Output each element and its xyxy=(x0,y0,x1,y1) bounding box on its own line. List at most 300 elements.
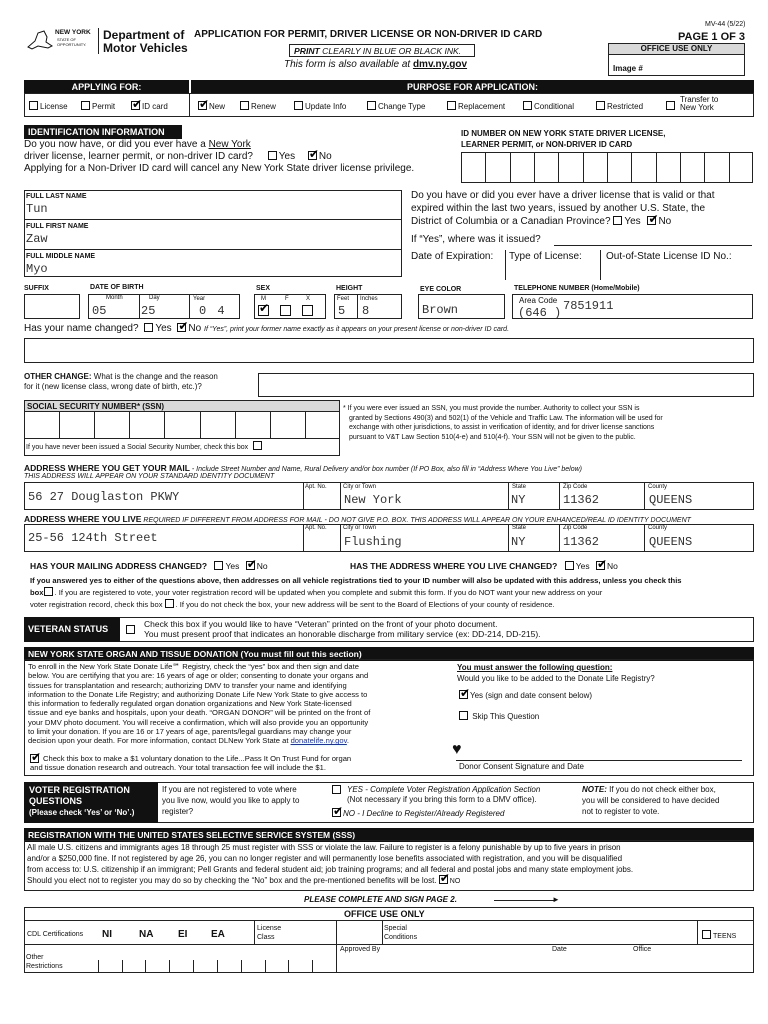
organ-p1: To enroll in the New York State Donate Life℠ Registry, check the “yes” box and then sign and date xyxy=(28,662,359,671)
year-label: Year xyxy=(193,296,206,302)
applying-divider xyxy=(189,93,190,117)
live-address-heading xyxy=(24,514,691,524)
mail-address-note: - Include Street Number and Name, Rural Delivery and/or box number (If PO Box, also fill in “Address Where You Live” below) xyxy=(189,466,582,473)
spec-2: Conditions xyxy=(384,934,418,941)
purpose-conditional[interactable] xyxy=(523,101,574,111)
live-address-label: ADDRESS WHERE YOU LIVE xyxy=(24,514,142,524)
donate-registry-question: Would you like to be added to the Donate Life Registry? xyxy=(457,674,655,683)
purpose-renew[interactable] xyxy=(240,101,276,111)
restricted-label: Restricted xyxy=(607,102,644,111)
live-changed-yes-checkbox[interactable] xyxy=(565,561,574,570)
live-city-label: City or Town xyxy=(343,525,376,531)
office-col-2 xyxy=(336,920,337,973)
purpose-change-type[interactable] xyxy=(367,101,425,111)
donate-skip-label: Skip This Question xyxy=(472,712,540,721)
mail-county-input[interactable]: QUEENS xyxy=(649,493,693,507)
name-changed-yes-label: Yes xyxy=(155,323,172,334)
code-ni: NI xyxy=(102,929,112,940)
spec-1: Special xyxy=(384,925,407,932)
organ-p6: tissue and eye banks and hospitals, upon your death. “ORGAN DONOR” will be printed on the front of xyxy=(28,708,371,718)
mail-changed-no-checkbox[interactable] xyxy=(246,561,255,570)
cell-divider xyxy=(270,411,271,439)
other-change-text-2: for it (new license class, wrong date of birth, etc.)? xyxy=(24,382,202,391)
date-label: Date xyxy=(552,946,567,953)
office-col-3 xyxy=(382,920,383,944)
mail-state-input[interactable]: NY xyxy=(511,493,526,507)
cell-divider xyxy=(656,152,657,183)
voter-label-3: (Please check ‘Yes’ or ‘No’.) xyxy=(29,808,135,817)
eye-color-input[interactable]: Brown xyxy=(422,303,459,317)
office-label: Office xyxy=(633,946,652,953)
height-divider xyxy=(357,294,358,319)
organ-p4: information to the Donate Life Registry; and authorizing Donate Life New York State to give access to xyxy=(28,689,368,699)
office-use-heading: OFFICE USE ONLY xyxy=(609,44,744,55)
license-class-label xyxy=(257,924,281,942)
code-ea: EA xyxy=(211,929,225,940)
mail-city-input[interactable]: New York xyxy=(344,493,402,507)
other-state-yes-checkbox[interactable] xyxy=(613,216,622,225)
sss-no-label: NO xyxy=(449,878,461,885)
sss-heading: REGISTRATION WITH THE UNITED STATES SELECTIVE SERVICE SYSTEM (SSS) xyxy=(24,828,754,842)
live-div-5 xyxy=(644,524,645,552)
voter-q-3: register? xyxy=(162,807,194,816)
cell-divider xyxy=(631,152,632,183)
voter-note-2: you will be considered to have decided xyxy=(582,796,720,805)
sss-line-3: from access to: U.S. citizenship if an immigrant; Pell Grants and federal student aid; job training programs; and all federal and postal jobs and many state employment jobs. xyxy=(27,865,634,874)
update-info-checkbox[interactable] xyxy=(294,101,303,110)
sex-x-checkbox[interactable] xyxy=(302,305,313,316)
ssn-note-line-2: granted by Sections 490(3) and 502(1) of the Vehicle and Traffic Law. The information will be used for xyxy=(349,414,663,422)
mail-city-label: City or Town xyxy=(343,484,376,490)
organ-p2: below. You are certifying that you are: 16 years of age or older; consenting to donate your organs and xyxy=(28,671,369,681)
ny-license-yes-checkbox[interactable] xyxy=(268,151,277,160)
cell-divider xyxy=(510,152,511,183)
mail-street-input[interactable]: 56 27 Douglaston PKWY xyxy=(28,490,180,504)
lic-2: Class xyxy=(257,934,275,941)
office-use-footer-heading: OFFICE USE ONLY xyxy=(344,909,425,919)
donate-yes-checkbox[interactable] xyxy=(459,690,468,699)
where-issued-line[interactable] xyxy=(554,245,752,246)
sss-no-checkbox[interactable] xyxy=(439,875,448,884)
cell-divider xyxy=(94,411,95,439)
mail-div-2 xyxy=(340,482,341,510)
cell-divider xyxy=(241,960,242,973)
ssn-never-label: If you have never been issued a Social Security Number, check this box xyxy=(26,444,249,451)
approved-by-label: Approved By xyxy=(340,946,381,953)
organ-donation-heading: NEW YORK STATE ORGAN AND TISSUE DONATION (You must fill out this section) xyxy=(24,647,754,661)
expiration-label: Date of Expiration: xyxy=(411,251,494,262)
ssn-label: SOCIAL SECURITY NUMBER* (SSN) xyxy=(27,402,165,411)
transfer-label xyxy=(680,96,718,112)
logo-opportunity: OPPORTUNITY. xyxy=(57,42,87,47)
veteran-text-2: You must present proof that indicates an honorable discharge from military service (ex: DD-214, DD-215). xyxy=(144,629,541,639)
mail-changed-yes-checkbox[interactable] xyxy=(214,561,223,570)
height-inches-input[interactable]: 8 xyxy=(362,304,370,318)
area-code-label: Area Code xyxy=(519,296,558,305)
purpose-update-info[interactable] xyxy=(294,101,346,111)
change-type-checkbox[interactable] xyxy=(367,101,376,110)
page-indicator: PAGE 1 OF 3 xyxy=(678,31,746,43)
office-col-4 xyxy=(697,920,698,944)
phone-label: TELEPHONE NUMBER (Home/Mobile) xyxy=(514,285,640,292)
cell-divider xyxy=(164,411,165,439)
sex-m-checkbox[interactable] xyxy=(258,305,269,316)
mail-county-label: County xyxy=(648,484,668,490)
mail-state-label: State xyxy=(512,484,527,490)
ssn-note-line-4: pursuant to V&T Law Section 510(4-e) and 510(4-f). Your SSN will not be given to the public. xyxy=(349,433,636,441)
organ-donation-text xyxy=(28,662,450,746)
id-label-line-2: LEARNER PERMIT, or NON-DRIVER ID CARD xyxy=(461,140,633,149)
code-ei: EI xyxy=(178,929,188,940)
first-name-input[interactable]: Zaw xyxy=(26,232,48,246)
oos-id-label: Out-of-State License ID No.: xyxy=(606,251,732,262)
live-county-input[interactable]: QUEENS xyxy=(649,535,693,549)
non-driver-warning: Applying for a Non-Driver ID card will cancel any New York State driver license privilege. xyxy=(24,163,415,174)
other-change-text-1: What is the change and the reason xyxy=(91,372,218,381)
voter-no-checkbox[interactable] xyxy=(332,808,341,817)
voter-no-label: NO - I Decline to Register/Already Registered xyxy=(343,809,505,818)
veteran-text xyxy=(144,619,541,639)
id-number-label xyxy=(461,128,665,150)
id-card-checkbox[interactable] xyxy=(131,101,140,110)
organ-p3: tissues for transplantation and research; authorizing DMV to transfer your name and identifying xyxy=(28,680,347,690)
cell-divider xyxy=(98,960,99,973)
other-state-line-3: District of Columbia or a Canadian Province? xyxy=(411,216,611,227)
yes-label: Yes xyxy=(278,151,296,162)
phone-number-input[interactable]: 7851911 xyxy=(563,299,614,313)
live-div-3 xyxy=(508,524,509,552)
live-zip-input[interactable]: 11362 xyxy=(563,535,600,549)
sex-f-checkbox[interactable] xyxy=(280,305,291,316)
middle-name-input[interactable]: Myo xyxy=(26,262,48,276)
print-rest: CLEARLY IN BLUE OR BLACK INK. xyxy=(322,46,462,56)
mail-changed-question: HAS YOUR MAILING ADDRESS CHANGED? xyxy=(30,561,208,571)
transfer-line-1: Transfer to xyxy=(680,95,719,104)
live-changed-no-label: No xyxy=(606,561,618,571)
identification-question xyxy=(24,139,414,175)
image-number-label: Image # xyxy=(613,64,643,73)
voter-question xyxy=(162,784,299,817)
voter-heading xyxy=(24,782,158,823)
other-2: Restrictions xyxy=(26,963,63,970)
inches-label: Inches xyxy=(360,296,378,302)
live-zip-label: Zip Code xyxy=(563,525,588,531)
nys-logo xyxy=(26,27,98,53)
ssn-note xyxy=(343,404,663,442)
id-label-line-1: ID NUMBER ON NEW YORK STATE DRIVER LICENSE, xyxy=(461,129,666,138)
name-changed-yes-checkbox[interactable] xyxy=(144,323,153,332)
teens-checkbox[interactable] xyxy=(702,930,711,939)
mail-div-3 xyxy=(508,482,509,510)
addr-change-box-word: box xyxy=(30,588,44,597)
voter-label-2: QUESTIONS xyxy=(29,796,83,806)
name-divider-2 xyxy=(24,249,402,250)
trust-fund-text xyxy=(30,754,352,773)
month-label: Month xyxy=(106,295,123,301)
state-map-icon xyxy=(26,29,54,51)
other-state-yes-label: Yes xyxy=(624,216,641,227)
cell-divider xyxy=(265,960,266,973)
veteran-heading: VETERAN STATUS xyxy=(24,617,120,642)
live-changed-yes-label: Yes xyxy=(575,561,590,571)
must-answer-label: You must answer the following question: xyxy=(457,663,613,672)
sign-page-2-text: PLEASE COMPLETE AND SIGN PAGE 2. xyxy=(304,895,457,904)
question-new-york: New York xyxy=(208,139,251,150)
dob-month-input[interactable]: 05 xyxy=(92,304,107,318)
organ-p5: this information to federally regulated organ donation organizations and New York State-licensed xyxy=(28,699,352,709)
live-street-input[interactable]: 25-56 124th Street xyxy=(28,531,158,545)
availability-label: This form is also available at xyxy=(284,59,411,70)
office-col-1 xyxy=(254,920,255,944)
eye-color-label: EYE COLOR xyxy=(420,286,462,293)
voter-no-option[interactable] xyxy=(332,808,504,818)
purpose-new[interactable] xyxy=(198,101,225,111)
former-name-input[interactable] xyxy=(24,338,754,363)
change-type-label: Change Type xyxy=(378,102,426,111)
live-city-input[interactable]: Flushing xyxy=(344,535,402,549)
ssn-note-line-1: * If you were ever issued an SSN, you must provide the number. Authority to collect your SSN is xyxy=(343,405,640,412)
mail-changed-no-label: No xyxy=(256,561,268,571)
dob-label: DATE OF BIRTH xyxy=(90,284,144,291)
cell-divider xyxy=(305,411,306,439)
applying-id-card[interactable] xyxy=(131,101,168,111)
live-state-label: State xyxy=(512,525,527,531)
other-state-line-1: Do you have or did you ever have a driver license that is valid or that xyxy=(411,190,715,201)
veteran-checkbox[interactable] xyxy=(126,625,135,634)
voter-record-opt-out-checkbox[interactable] xyxy=(165,599,174,608)
cell-divider xyxy=(193,960,194,973)
question-part-1: Do you now have, or did you ever have a xyxy=(24,139,209,150)
ssn-note-line-3: exchange with other jurisdictions, to assist in verification of identity, and for driver license sanctions xyxy=(349,424,655,431)
voter-note-1: If you do not check either box, xyxy=(606,785,716,794)
availability-text xyxy=(284,59,467,70)
name-changed-no-checkbox[interactable] xyxy=(177,323,186,332)
purpose-transfer[interactable] xyxy=(666,101,677,111)
cell-divider xyxy=(607,152,608,183)
suffix-input[interactable] xyxy=(24,294,80,319)
sex-label: SEX xyxy=(256,285,271,292)
live-address-note: REQUIRED IF DIFFERENT FROM ADDRESS FOR MAIL - DO NOT GIVE P.O. BOX. THIS ADDRESS WILL APPEAR ON YOUR ENHANCED/REAL ID IDENTITY DOCUMENT xyxy=(141,517,691,524)
voter-yes-checkbox[interactable] xyxy=(332,785,341,794)
cell-divider xyxy=(558,152,559,183)
mail-address-heading xyxy=(24,463,582,473)
type-divider xyxy=(600,250,601,280)
applying-permit[interactable] xyxy=(81,101,115,111)
sex-f-label: F xyxy=(285,296,289,302)
mail-zip-input[interactable]: 11362 xyxy=(563,493,600,507)
voter-label-1: VOTER REGISTRATION xyxy=(29,785,130,795)
donate-yes-option[interactable] xyxy=(459,690,592,700)
dept-line-2: Motor Vehicles xyxy=(103,41,188,55)
transfer-line-2: New York xyxy=(680,103,714,112)
purpose-restricted[interactable] xyxy=(596,101,643,111)
purpose-heading: PURPOSE FOR APPLICATION: xyxy=(191,80,754,94)
print-instruction xyxy=(289,44,475,57)
question-part-2: driver license, learner permit, or non-driver ID card? xyxy=(24,151,253,162)
dob-divider-1 xyxy=(139,294,140,319)
other-state-question xyxy=(411,189,715,228)
logo-state-of: STATE OF xyxy=(57,37,76,42)
no-label: No xyxy=(318,151,332,162)
voter-q-2: you live now, would you like to apply to xyxy=(162,796,300,805)
cell-divider xyxy=(729,152,730,183)
new-label: New xyxy=(209,102,226,111)
cell-divider xyxy=(59,411,60,439)
form-title: APPLICATION FOR PERMIT, DRIVER LICENSE OR NON-DRIVER ID CARD xyxy=(194,29,543,40)
cell-divider xyxy=(534,152,535,183)
ssn-input[interactable] xyxy=(24,411,340,439)
cell-divider xyxy=(169,960,170,973)
live-changed-row xyxy=(350,561,618,571)
area-code-input[interactable]: (646 ) xyxy=(518,306,562,320)
new-checkbox[interactable] xyxy=(198,101,207,110)
lic-1: License xyxy=(257,925,282,932)
donatelife-link[interactable]: donatelife.ny.gov xyxy=(290,736,347,746)
cell-divider xyxy=(217,960,218,973)
mail-div-4 xyxy=(559,482,560,510)
transfer-checkbox[interactable] xyxy=(666,101,675,110)
cell-divider xyxy=(122,960,123,973)
dept-line-1: Department of xyxy=(103,28,185,42)
conditional-checkbox[interactable] xyxy=(523,101,532,110)
address-change-paragraph xyxy=(30,575,752,611)
name-divider-1 xyxy=(24,219,402,220)
identification-heading: IDENTIFICATION INFORMATION xyxy=(24,125,182,139)
cell-divider xyxy=(288,960,289,973)
other-change-input[interactable] xyxy=(258,373,754,397)
replacement-label: Replacement xyxy=(458,102,506,111)
restricted-checkbox[interactable] xyxy=(596,101,605,110)
other-1: Other xyxy=(26,954,44,961)
cell-divider xyxy=(312,960,313,973)
voter-yes-text xyxy=(347,785,540,805)
voter-yes-line-2: (Not necessary if you bring this form to a DMV office). xyxy=(347,795,537,804)
day-label: Day xyxy=(149,295,160,301)
applying-license[interactable] xyxy=(29,101,68,111)
renew-label: Renew xyxy=(251,102,276,111)
trust-fund-line-2: and tissue donation research and outreach. Your total transaction fee will include the $1. xyxy=(30,763,326,773)
live-changed-no-checkbox[interactable] xyxy=(596,561,605,570)
sss-line-2: and/or a $250,000 fine. If not registered by age 26, you can no longer register and will permanently lose benefits associated with registration, and you will be disqualified xyxy=(27,854,623,863)
trust-fund-line-1: Check this box to make a $1 voluntary donation to the Life...Pass It On Trust Fund for organ xyxy=(43,754,352,763)
arrow-line xyxy=(494,900,554,901)
dob-day-input[interactable]: 25 xyxy=(141,304,156,318)
permit-checkbox[interactable] xyxy=(81,101,90,110)
live-apt-label: Apt. No. xyxy=(305,525,327,531)
live-county-label: County xyxy=(648,525,668,531)
permit-label: Permit xyxy=(92,102,116,111)
donate-yes-label: Yes (sign and date consent below) xyxy=(470,691,593,700)
other-restrictions-label xyxy=(26,953,63,971)
cell-divider xyxy=(485,152,486,183)
teens-option[interactable] xyxy=(702,930,736,940)
addr-change-line-3b: . If you do not check the box, your new address will be sent to the Board of Elections of your county of residence. xyxy=(175,600,555,609)
print-word: PRINT xyxy=(294,46,320,56)
heart-icon: ♥ xyxy=(452,741,462,758)
office-use-box xyxy=(608,43,745,76)
voter-note-3: not to register to vote. xyxy=(582,807,660,816)
other-state-line-2: expired within the last two years, issued by another U.S. State, the xyxy=(411,203,706,214)
organ-p9-end: . xyxy=(346,736,349,746)
expiration-divider xyxy=(505,250,506,280)
donate-skip-checkbox[interactable] xyxy=(459,711,468,720)
other-state-no-label: No xyxy=(658,216,672,227)
cell-divider xyxy=(129,411,130,439)
signature-line[interactable] xyxy=(456,760,742,761)
teens-label: TEENS xyxy=(713,933,737,940)
office-row-2 xyxy=(24,944,754,945)
dob-year-input[interactable]: 0 4 xyxy=(199,304,227,318)
vehicle-registration-opt-out-checkbox[interactable] xyxy=(44,587,53,596)
other-state-no-checkbox[interactable] xyxy=(647,216,656,225)
signature-label: Donor Consent Signature and Date xyxy=(459,762,584,771)
special-conditions-label xyxy=(384,924,417,942)
dob-divider-2 xyxy=(189,294,190,319)
website-link[interactable]: dmv.ny.gov xyxy=(412,59,468,70)
name-fields xyxy=(24,190,402,277)
feet-label: Feet xyxy=(337,296,350,302)
ssn-never-text xyxy=(26,441,264,451)
purpose-replacement[interactable] xyxy=(447,101,505,111)
donate-skip-option[interactable] xyxy=(459,711,539,721)
update-info-label: Update Info xyxy=(305,102,347,111)
license-checkbox[interactable] xyxy=(29,101,38,110)
height-feet-input[interactable]: 5 xyxy=(338,304,346,318)
sex-x-label: X xyxy=(306,296,311,302)
conditional-label: Conditional xyxy=(534,102,575,111)
mail-changed-row xyxy=(30,561,268,571)
last-name-input[interactable]: Tun xyxy=(26,202,48,216)
cell-divider xyxy=(235,411,236,439)
cell-divider xyxy=(200,411,201,439)
live-div-2 xyxy=(340,524,341,552)
addr-change-line-1: If you answered yes to either of the questions above, then addresses on all vehicle registrations tied to your ID number will also be updated with this address, unless you check this xyxy=(30,576,682,585)
cell-divider xyxy=(704,152,705,183)
cdl-label: CDL Certifications xyxy=(27,931,84,938)
middle-name-label: FULL MIDDLE NAME xyxy=(26,253,96,260)
other-change-heading: OTHER CHANGE: xyxy=(24,372,92,381)
ny-license-no-checkbox[interactable] xyxy=(308,151,317,160)
arrow-right-icon: ► xyxy=(552,895,560,904)
where-issued-label: If “Yes”, where was it issued? xyxy=(411,234,541,245)
mail-changed-yes-label: Yes xyxy=(225,561,240,571)
first-name-label: FULL FIRST NAME xyxy=(26,223,89,230)
renew-checkbox[interactable] xyxy=(240,101,249,110)
live-div-4 xyxy=(559,524,560,552)
mail-apt-label: Apt. No. xyxy=(305,484,327,490)
ssn-never-checkbox[interactable] xyxy=(253,441,262,450)
sss-line-1: All male U.S. citizens and immigrants ages 18 through 25 must register with SSS or violate the law. Failure to register is a felony punishable by up to five years in prison xyxy=(27,843,621,852)
voter-q-1: If you are not registered to vote where xyxy=(162,785,297,794)
organ-p8: to limit your donation. If you are 16 or 17 years of age, parents/legal guardians may change your xyxy=(28,727,352,737)
live-state-input[interactable]: NY xyxy=(511,535,526,549)
cell-divider xyxy=(680,152,681,183)
trust-fund-donation-checkbox[interactable] xyxy=(30,754,39,763)
license-label: License xyxy=(40,102,68,111)
name-changed-question: Has your name changed? xyxy=(24,323,139,334)
height-label: HEIGHT xyxy=(336,285,363,292)
voter-note xyxy=(582,784,719,817)
replacement-checkbox[interactable] xyxy=(447,101,456,110)
addr-change-line-2: . If you are registered to vote, your voter registration record will be updated when you complete and submit this form. If you do NOT want your new address on your xyxy=(54,588,603,597)
mail-div-5 xyxy=(644,482,645,510)
live-changed-question: HAS THE ADDRESS WHERE YOU LIVE CHANGED? xyxy=(350,561,558,571)
sex-m-label: M xyxy=(261,296,266,302)
voter-note-heading: NOTE: xyxy=(582,785,607,794)
suffix-label: SUFFIX xyxy=(24,285,49,292)
id-card-label: ID card xyxy=(142,102,168,111)
sss-text xyxy=(27,842,749,887)
